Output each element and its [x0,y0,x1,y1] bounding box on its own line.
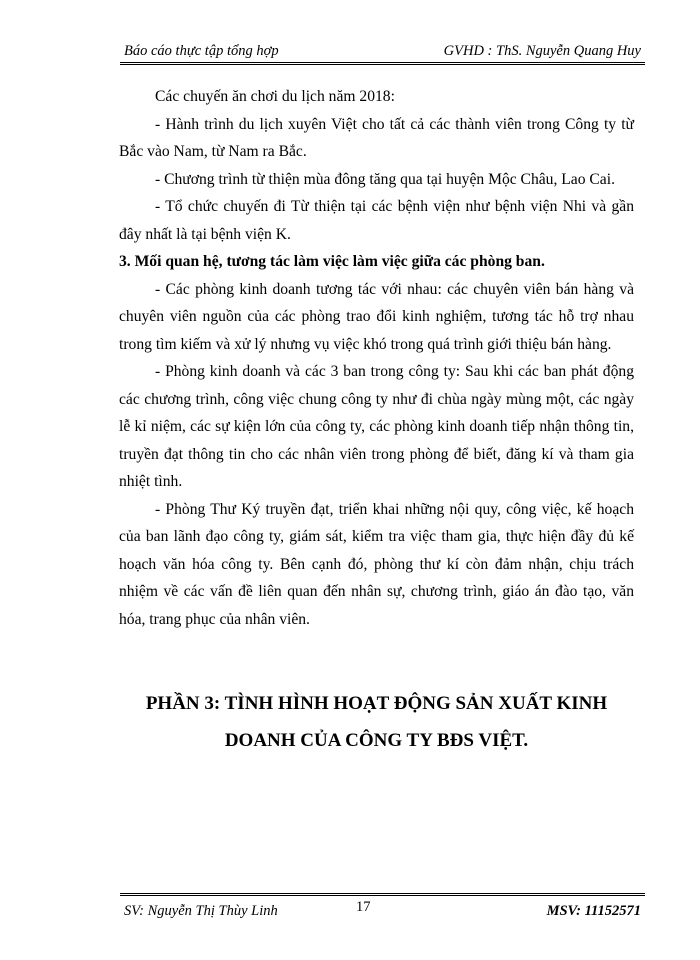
part-3-title [119,685,634,759]
header-supervisor: GVHD : ThS. Nguyễn Quang Huy [443,43,641,59]
page-header [120,40,645,65]
header-report-title: Báo cáo thực tập tổng hợp [124,43,279,59]
paragraph-trip-1: - Hành trình du lịch xuyên Việt cho tất cả các thành viên trong Công ty từ Bắc vào Nam, từ Nam ra Bắc. [119,115,634,160]
page-footer [120,893,645,926]
paragraph-sales-departments: - Các phòng kinh doanh tương tác với nhau: các chuyên viên bán hàng và chuyên viên nguồn của các phòng trao đổi kinh nghiệm, tương tác hỗ trợ nhau trong tìm kiếm và xử lý nhưng vụ việc khó trong quá trình giới thiệu bán hàng. [119,280,634,353]
paragraph-trip-3: - Tổ chức chuyến đi Từ thiện tại các bệnh viện như bệnh viện Nhi và gần đây nhất là tại bệnh viện K. [119,198,634,243]
document-body [119,83,634,633]
footer-student-id: MSV: 11152571 [546,903,641,919]
footer-student-name: SV: Nguyễn Thị Thùy Linh [124,903,278,919]
section-heading-relations: 3. Mối quan hệ, tương tác làm việc làm việc giữa các phòng ban. [119,253,545,270]
part-3-title-line-2: DOANH CỦA CÔNG TY BĐS VIỆT. [224,730,529,751]
part-3-title-line-1: PHẦN 3: TÌNH HÌNH HOẠT ĐỘNG SẢN XUẤT KINH [145,693,608,714]
page-number: 17 [356,899,371,915]
paragraph-sales-and-boards: - Phòng kinh doanh và các 3 ban trong công ty: Sau khi các ban phát động các chương trình, công việc chung công ty như đi chùa ngày mùng một, các ngày lễ kỉ niệm, các sự kiện lớn của công ty, các phòng kinh doanh tiếp nhận thông tin, truyền đạt thông tin cho các nhân viên trong phòng để biết, đăng kí và tham gia nhiệt tình. [119,363,634,490]
paragraph-trips-intro: Các chuyến ăn chơi du lịch năm 2018: [155,88,395,105]
paragraph-secretary: - Phòng Thư Ký truyền đạt, triển khai những nội quy, công việc, kế hoạch của ban lãnh đạo công ty, giám sát, kiểm tra việc tham gia, thực hiện đầy đủ kế hoạch văn hóa công ty. Bên cạnh đó, phòng thư kí còn đảm nhận, chịu trách nhiệm về các vấn đề liên quan đến nhân sự, chương trình, giáo án đào tạo, văn hóa, trang phục của nhân viên. [119,500,634,628]
paragraph-trip-2: - Chương trình từ thiện mùa đông tăng qua tại huyện Mộc Châu, Lao Cai. [155,170,615,188]
